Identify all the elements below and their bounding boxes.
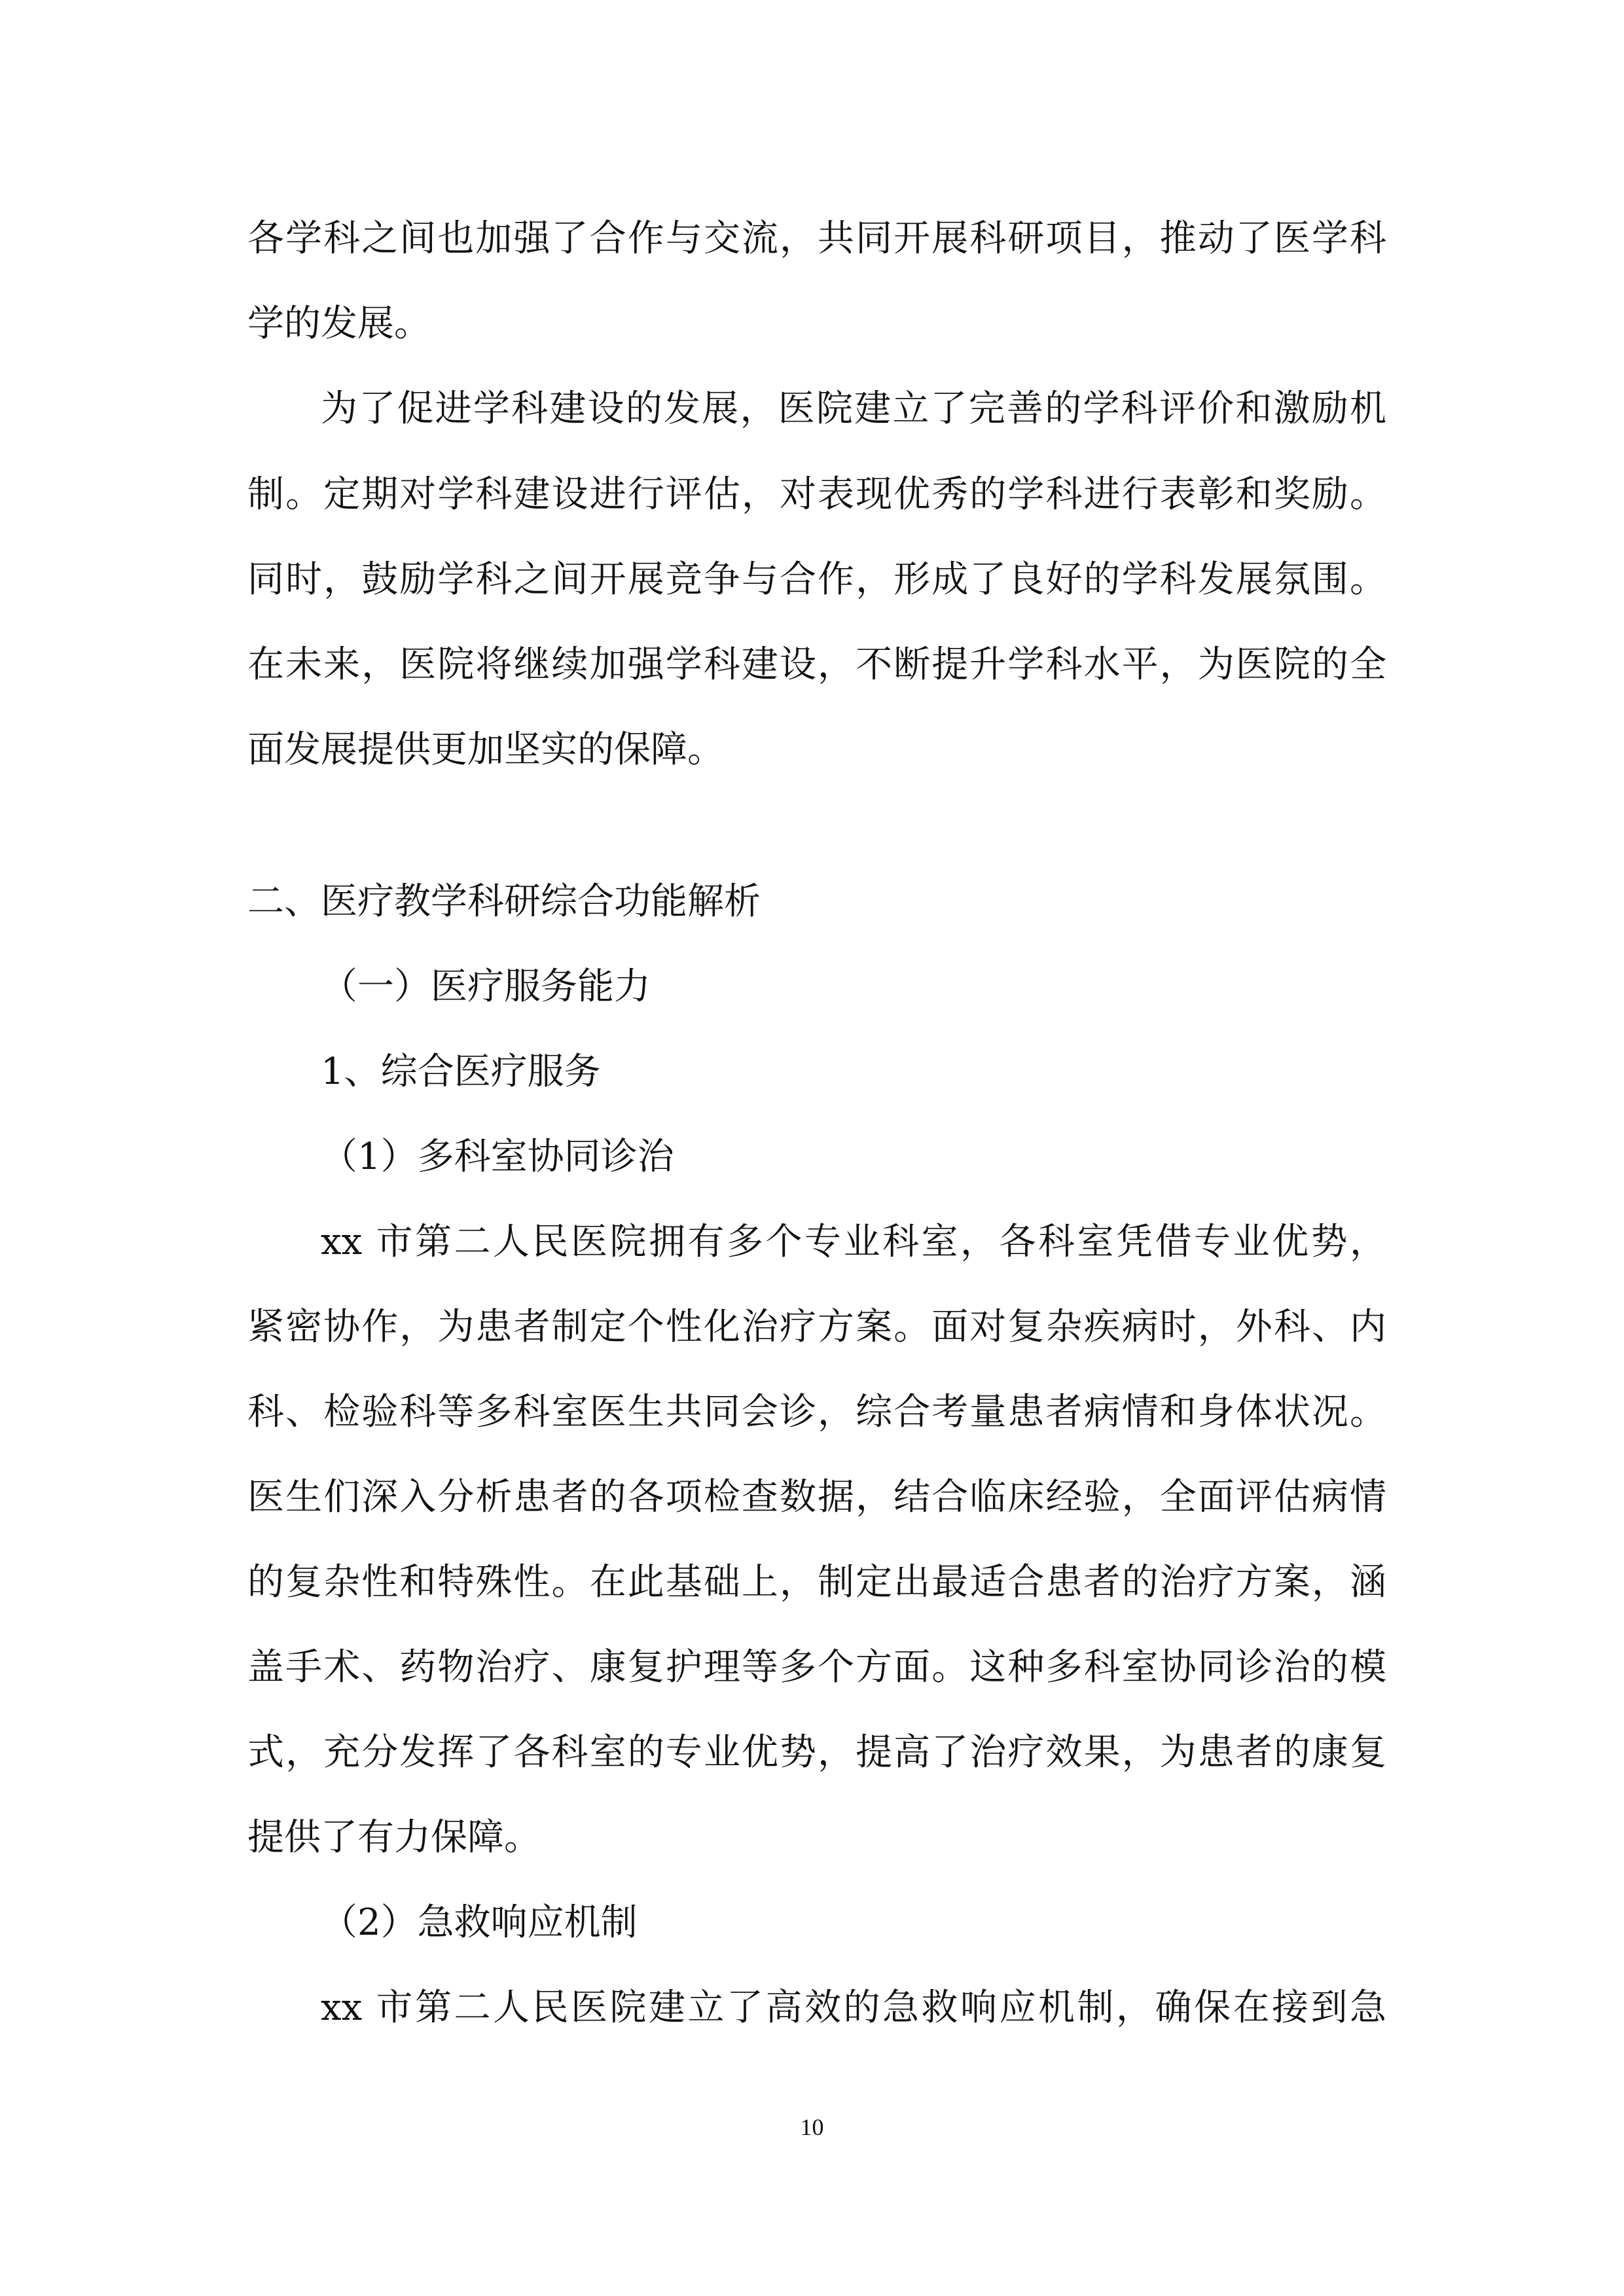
paragraph-2-line-2: 制。定期对学科建设进行评估，对表现优秀的学科进行表彰和奖励。 (247, 473, 1386, 516)
subsection-heading: （一）医疗服务能力 (321, 965, 651, 1008)
paragraph-3-line-8: 提供了有力保障。 (247, 1816, 541, 1859)
sub-item-1-heading: （1）多科室协同诊治 (321, 1136, 674, 1178)
paragraph-1-line-1: 各学科之间也加强了合作与交流，共同开展科研项目，推动了医学科 (247, 217, 1386, 260)
paragraph-3-line-3: 科、检验科等多科室医生共同会诊，综合考量患者病情和身体状况。 (247, 1391, 1386, 1433)
paragraph-3-line-4: 医生们深入分析患者的各项检查数据，结合临床经验，全面评估病情 (247, 1476, 1386, 1518)
item-heading: 1、综合医疗服务 (321, 1050, 601, 1093)
page-number: 10 (800, 2114, 824, 2140)
paragraph-3-line-1: xx 市第二人民医院拥有多个专业科室，各科室凭借专业优势， (321, 1221, 1386, 1263)
sub-item-2-heading: （2）急救响应机制 (321, 1901, 638, 1944)
paragraph-2-line-1: 为了促进学科建设的发展，医院建立了完善的学科评价和激励机 (321, 387, 1386, 430)
paragraph-3-line-5: 的复杂性和特殊性。在此基础上，制定出最适合患者的治疗方案，涵 (247, 1561, 1386, 1604)
paragraph-3-line-6: 盖手术、药物治疗、康复护理等多个方面。这种多科室协同诊治的模 (247, 1646, 1386, 1689)
section-heading: 二、医疗教学科研综合功能解析 (247, 880, 761, 923)
paragraph-2-line-4: 在未来，医院将继续加强学科建设，不断提升学科水平，为医院的全 (247, 643, 1386, 686)
paragraph-2-line-5: 面发展提供更加坚实的保障。 (247, 728, 724, 771)
paragraph-2-line-3: 同时，鼓励学科之间开展竞争与合作，形成了良好的学科发展氛围。 (247, 558, 1386, 601)
paragraph-3-line-7: 式，充分发挥了各科室的专业优势，提高了治疗效果，为患者的康复 (247, 1731, 1386, 1774)
paragraph-3-line-2: 紧密协作，为患者制定个性化治疗方案。面对复杂疾病时，外科、内 (247, 1306, 1386, 1348)
paragraph-4-line-1: xx 市第二人民医院建立了高效的急救响应机制，确保在接到急 (321, 1986, 1386, 2029)
paragraph-1-line-2: 学的发展。 (247, 302, 431, 345)
